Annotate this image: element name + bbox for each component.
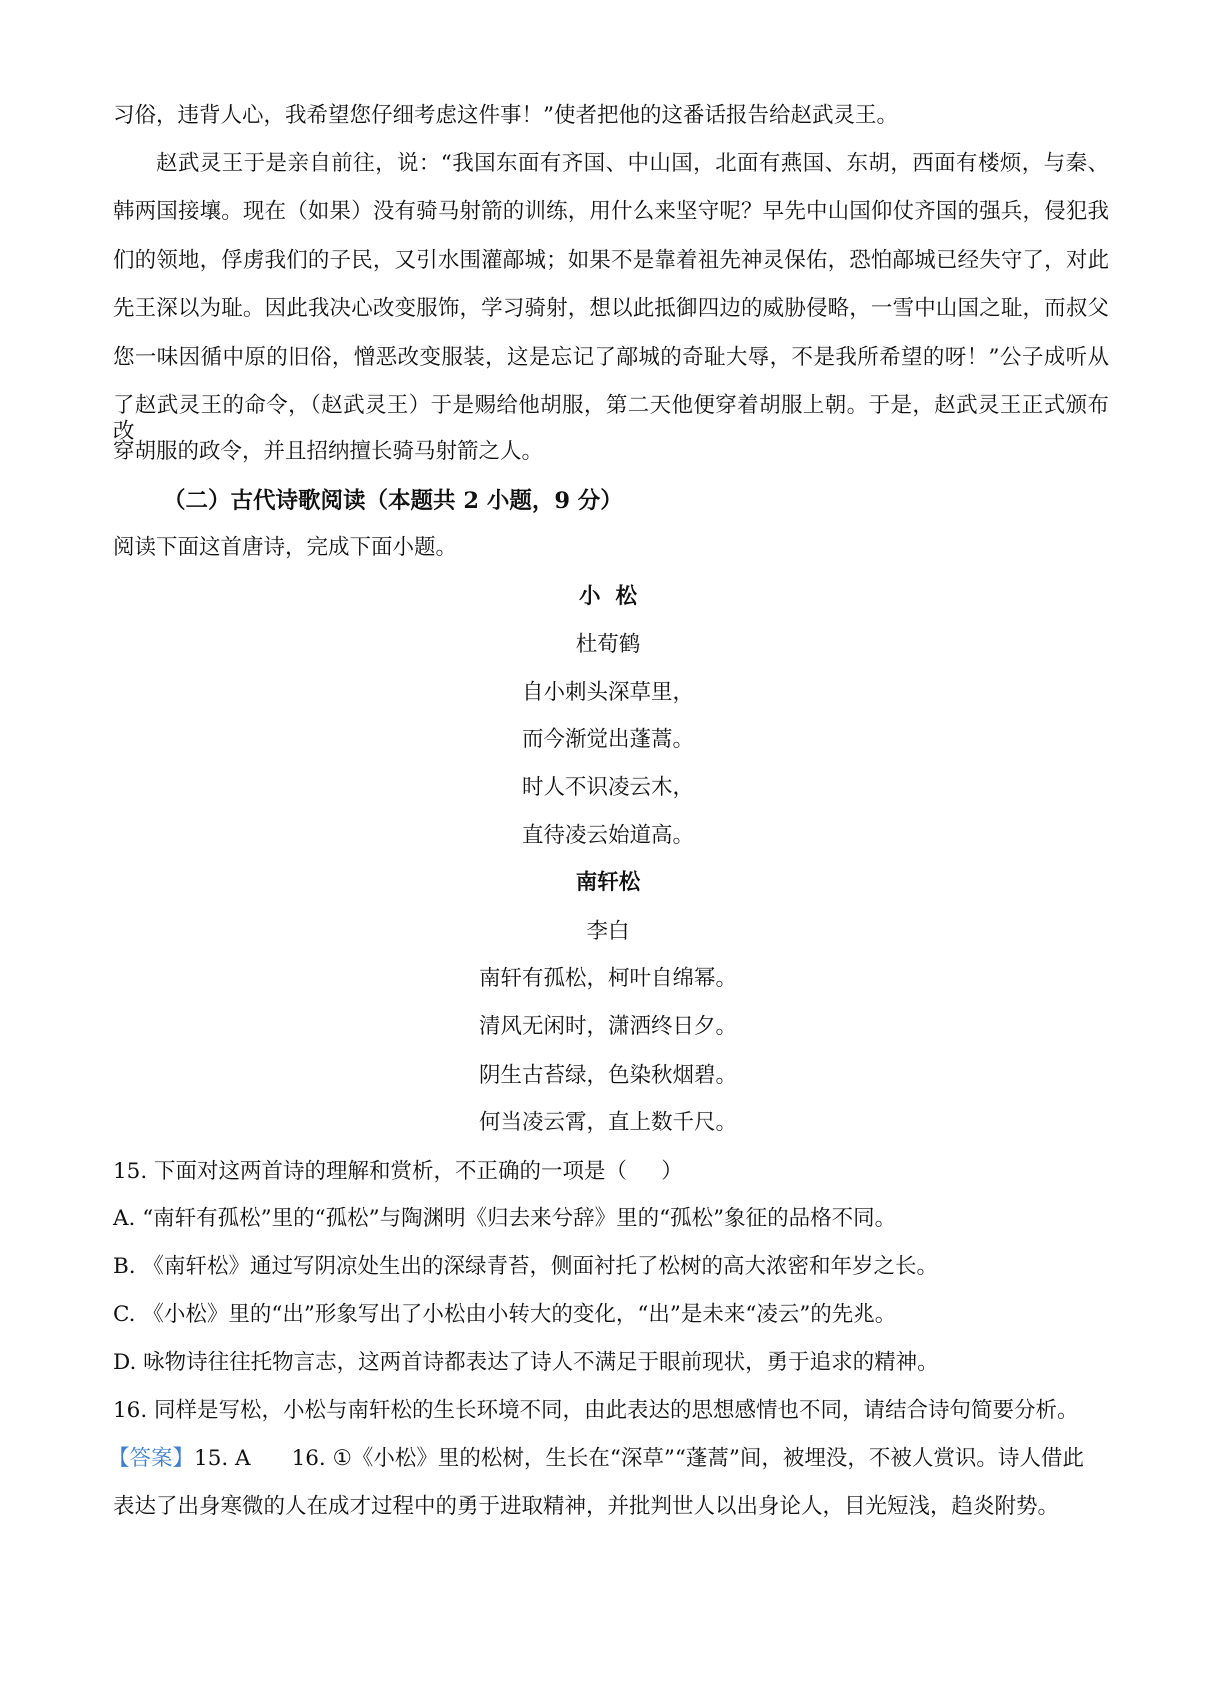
option-d: D. 咏物诗往往托物言志，这两首诗都表达了诗人不满足于眼前现状，勇于追求的精神。 bbox=[113, 1350, 939, 1375]
poem-line: 何当凌云霄，直上数千尺。 bbox=[478, 1110, 737, 1135]
passage-line: 们的领地，俘虏我们的子民，又引水围灌鄗城；如果不是靠着祖先神灵保佑，恐怕鄗城已经失守了，对此 bbox=[113, 248, 1109, 273]
answer-line bbox=[108, 1446, 1104, 1472]
instruction: 阅读下面这首唐诗，完成下面小题。 bbox=[113, 535, 458, 560]
option-a: A. “南轩有孤松”里的“孤松”与陶渊明《归去来兮辞》里的“孤松”象征的品格不同。 bbox=[113, 1206, 897, 1231]
passage-line: 习俗，违背人心，我希望您仔细考虑这件事！”使者把他的这番话报告给赵武灵王。 bbox=[113, 103, 898, 128]
poem-author: 李白 bbox=[586, 919, 630, 944]
question-15: 15. 下面对这两首诗的理解和赏析，不正确的一项是（ ） bbox=[113, 1159, 683, 1184]
passage-line: 了赵武灵王的命令，（赵武灵王）于是赐给他胡服，第二天他便穿着胡服上朝。于是，赵武灵王正式颁布改 bbox=[113, 393, 1109, 444]
poem-line: 清风无闲时，潇洒终日夕。 bbox=[478, 1014, 737, 1039]
section-heading: （二）古代诗歌阅读（本题共 2 小题，9 分） bbox=[163, 488, 623, 514]
answer-text: 15. A 16. ①《小松》里的松树，生长在“深草”“蓬蒿”间，被埋没，不被人赏识。诗人借此 bbox=[194, 1446, 1084, 1471]
option-c: C. 《小松》里的“出”形象写出了小松由小转大的变化，“出”是未来“凌云”的先兆。 bbox=[113, 1302, 897, 1327]
passage-line: 先王深以为耻。因此我决心改变服饰，学习骑射，想以此抵御四边的威胁侵略，一雪中山国之耻，而叔父 bbox=[113, 296, 1109, 321]
passage-line: 韩两国接壤。现在（如果）没有骑马射箭的训练，用什么来坚守呢？早先中山国仰仗齐国的强兵，侵犯我 bbox=[113, 199, 1109, 224]
passage-line: 赵武灵王于是亲自前往，说：“我国东面有齐国、中山国，北面有燕国、东胡，西面有楼烦，与秦、 bbox=[156, 151, 1109, 176]
passage-line: 穿胡服的政令，并且招纳擅长骑马射箭之人。 bbox=[113, 439, 544, 464]
answer-line: 表达了出身寒微的人在成才过程中的勇于进取精神，并批判世人以出身论人，目光短浅，趋炎附势。 bbox=[113, 1494, 1060, 1519]
poem-line: 自小刺头深草里， bbox=[521, 680, 694, 705]
poem-line: 南轩有孤松，柯叶自绵幂。 bbox=[478, 966, 737, 991]
poem-line: 直待凌云始道高。 bbox=[521, 823, 694, 848]
option-b: B. 《南轩松》通过写阴凉处生出的深绿青苔，侧面衬托了松树的高大浓密和年岁之长。 bbox=[113, 1254, 938, 1279]
poem-line: 时人不识凌云木， bbox=[521, 775, 694, 800]
poem-author: 杜荀鹤 bbox=[575, 632, 641, 657]
question-16: 16. 同样是写松，小松与南轩松的生长环境不同，由此表达的思想感情也不同，请结合诗句简要分析。 bbox=[113, 1398, 1079, 1423]
answer-label: 【答案】 bbox=[108, 1446, 195, 1471]
passage-line: 您一味因循中原的旧俗，憎恶改变服装，这是忘记了鄗城的奇耻大辱，不是我所希望的呀！”公子成听从 bbox=[113, 345, 1109, 370]
poem-line: 而今渐觉出蓬蒿。 bbox=[521, 727, 694, 752]
poem-title: 小 松 bbox=[579, 584, 637, 609]
poem-title: 南轩松 bbox=[575, 870, 641, 895]
poem-line: 阴生古苔绿，色染秋烟碧。 bbox=[478, 1063, 737, 1088]
